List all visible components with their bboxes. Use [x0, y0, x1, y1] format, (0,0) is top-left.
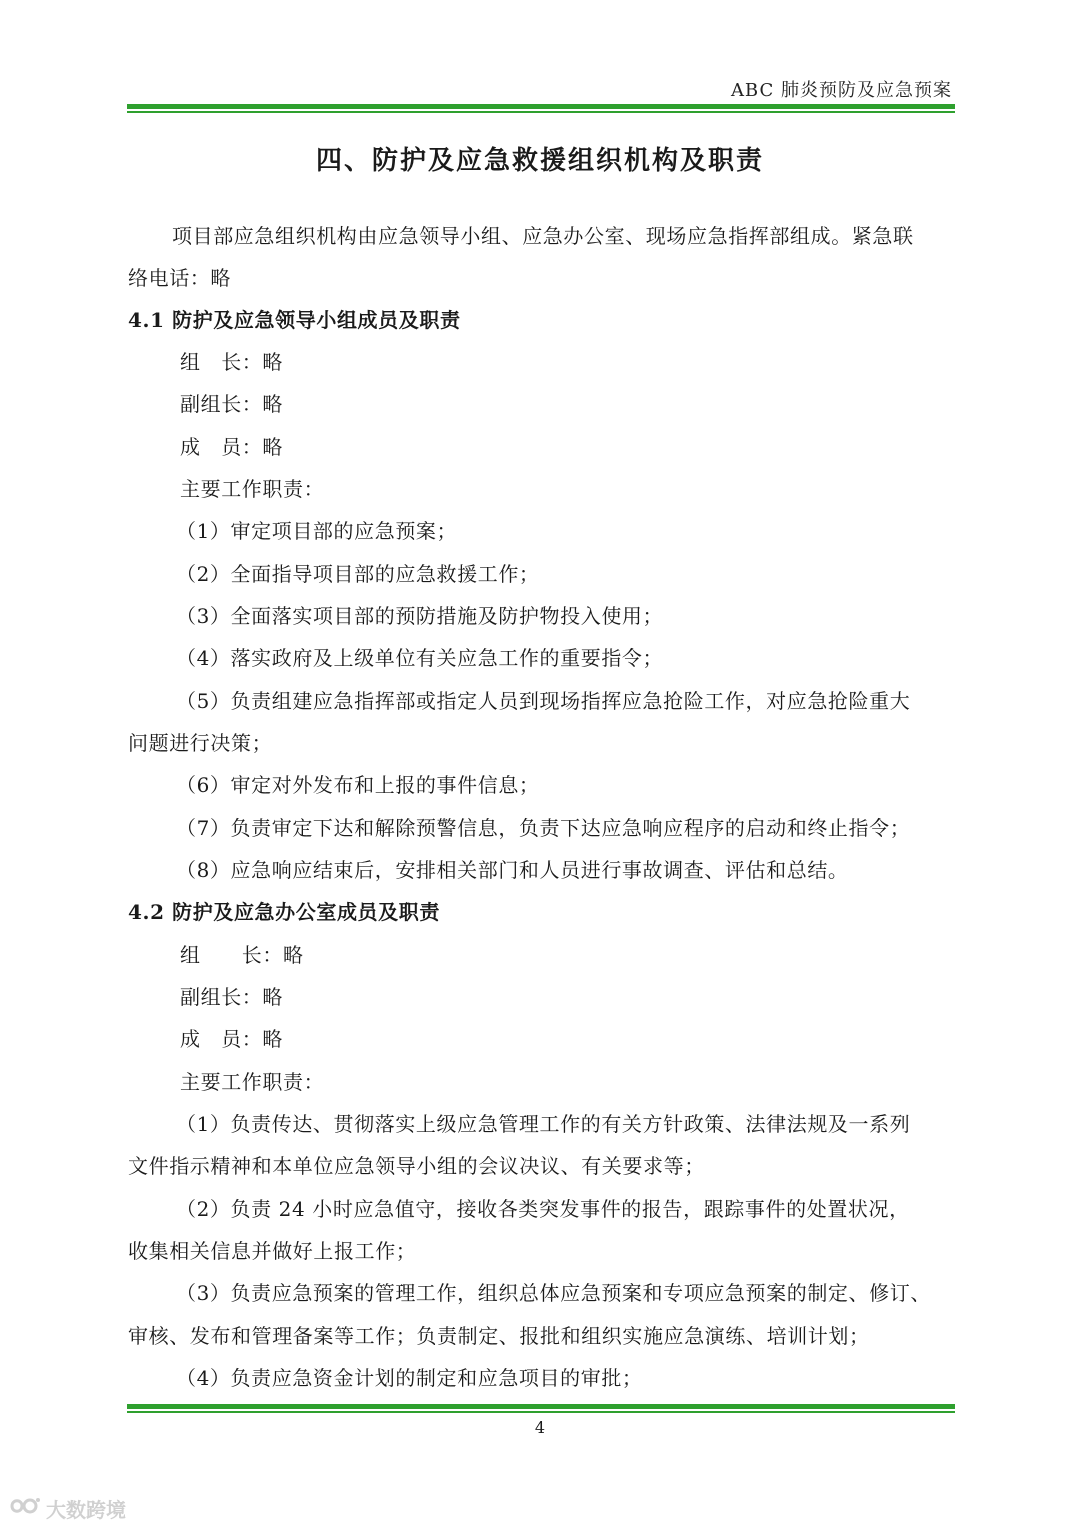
watermark: [8, 1494, 126, 1523]
duty-4-1-3: （3）全面落实项目部的预防措施及防护物投入使用；: [176, 604, 664, 628]
duty-4-2-3: （3）负责应急预案的管理工作，组织总体应急预案和专项应急预案的制定、修订、: [176, 1281, 931, 1305]
duty-4-1-7: （7）负责审定下达和解除预警信息，负责下达应急响应程序的启动和终止指令；: [176, 816, 911, 840]
watermark-logo-icon: [8, 1495, 42, 1522]
duty-4-2-1-cont: 文件指示精神和本单位应急领导小组的会议决议、有关要求等；: [128, 1154, 705, 1178]
duty-4-1-5-cont: 问题进行决策；: [128, 731, 273, 755]
members-4-1: 成 员：略: [180, 435, 283, 459]
deputy-4-2: 副组长：略: [180, 985, 283, 1009]
members-4-2: 成 员：略: [180, 1027, 283, 1051]
duty-4-2-4: （4）负责应急资金计划的制定和应急项目的审批；: [176, 1366, 643, 1390]
intro-line-2: 络电话：略: [128, 266, 231, 290]
watermark-text: 大数跨境: [46, 1498, 126, 1522]
duty-4-2-1: （1）负责传达、贯彻落实上级应急管理工作的有关方针政策、法律法规及一系列: [176, 1112, 911, 1136]
deputy-4-1: 副组长：略: [180, 392, 283, 416]
document-header-title: ABC 肺炎预防及应急预案: [730, 80, 952, 101]
duty-4-2-3-cont: 审核、发布和管理备案等工作；负责制定、报批和组织实施应急演练、培训计划；: [128, 1324, 870, 1348]
duty-4-2-2: （2）负责 24 小时应急值守，接收各类突发事件的报告，跟踪事件的处置状况，: [176, 1197, 910, 1221]
duty-4-1-8: （8）应急响应结束后，安排相关部门和人员进行事故调查、评估和总结。: [176, 858, 849, 882]
section-heading-4-2: 4.2 防护及应急办公室成员及职责: [128, 900, 440, 924]
duty-4-1-1: （1）审定项目部的应急预案；: [176, 519, 458, 543]
header-rule: [127, 104, 955, 113]
page-title: 四、防护及应急救援组织机构及职责: [315, 146, 764, 176]
duties-label-4-2: 主要工作职责：: [180, 1070, 325, 1094]
intro-line-1: 项目部应急组织机构由应急领导小组、应急办公室、现场应急指挥部组成。紧急联: [172, 224, 914, 248]
duty-4-2-2-cont: 收集相关信息并做好上报工作；: [128, 1239, 417, 1263]
duty-4-1-5: （5）负责组建应急指挥部或指定人员到现场指挥应急抢险工作，对应急抢险重大: [176, 689, 911, 713]
duties-label-4-1: 主要工作职责：: [180, 477, 325, 501]
duty-4-1-4: （4）落实政府及上级单位有关应急工作的重要指令；: [176, 646, 664, 670]
page-number: 4: [534, 1418, 546, 1437]
duty-4-1-6: （6）审定对外发布和上报的事件信息；: [176, 773, 540, 797]
leader-4-1: 组 长：略: [180, 350, 283, 374]
leader-4-2: 组 长：略: [180, 943, 304, 967]
section-heading-4-1: 4.1 防护及应急领导小组成员及职责: [128, 308, 461, 332]
footer-rule: [127, 1404, 955, 1413]
duty-4-1-2: （2）全面指导项目部的应急救援工作；: [176, 562, 540, 586]
